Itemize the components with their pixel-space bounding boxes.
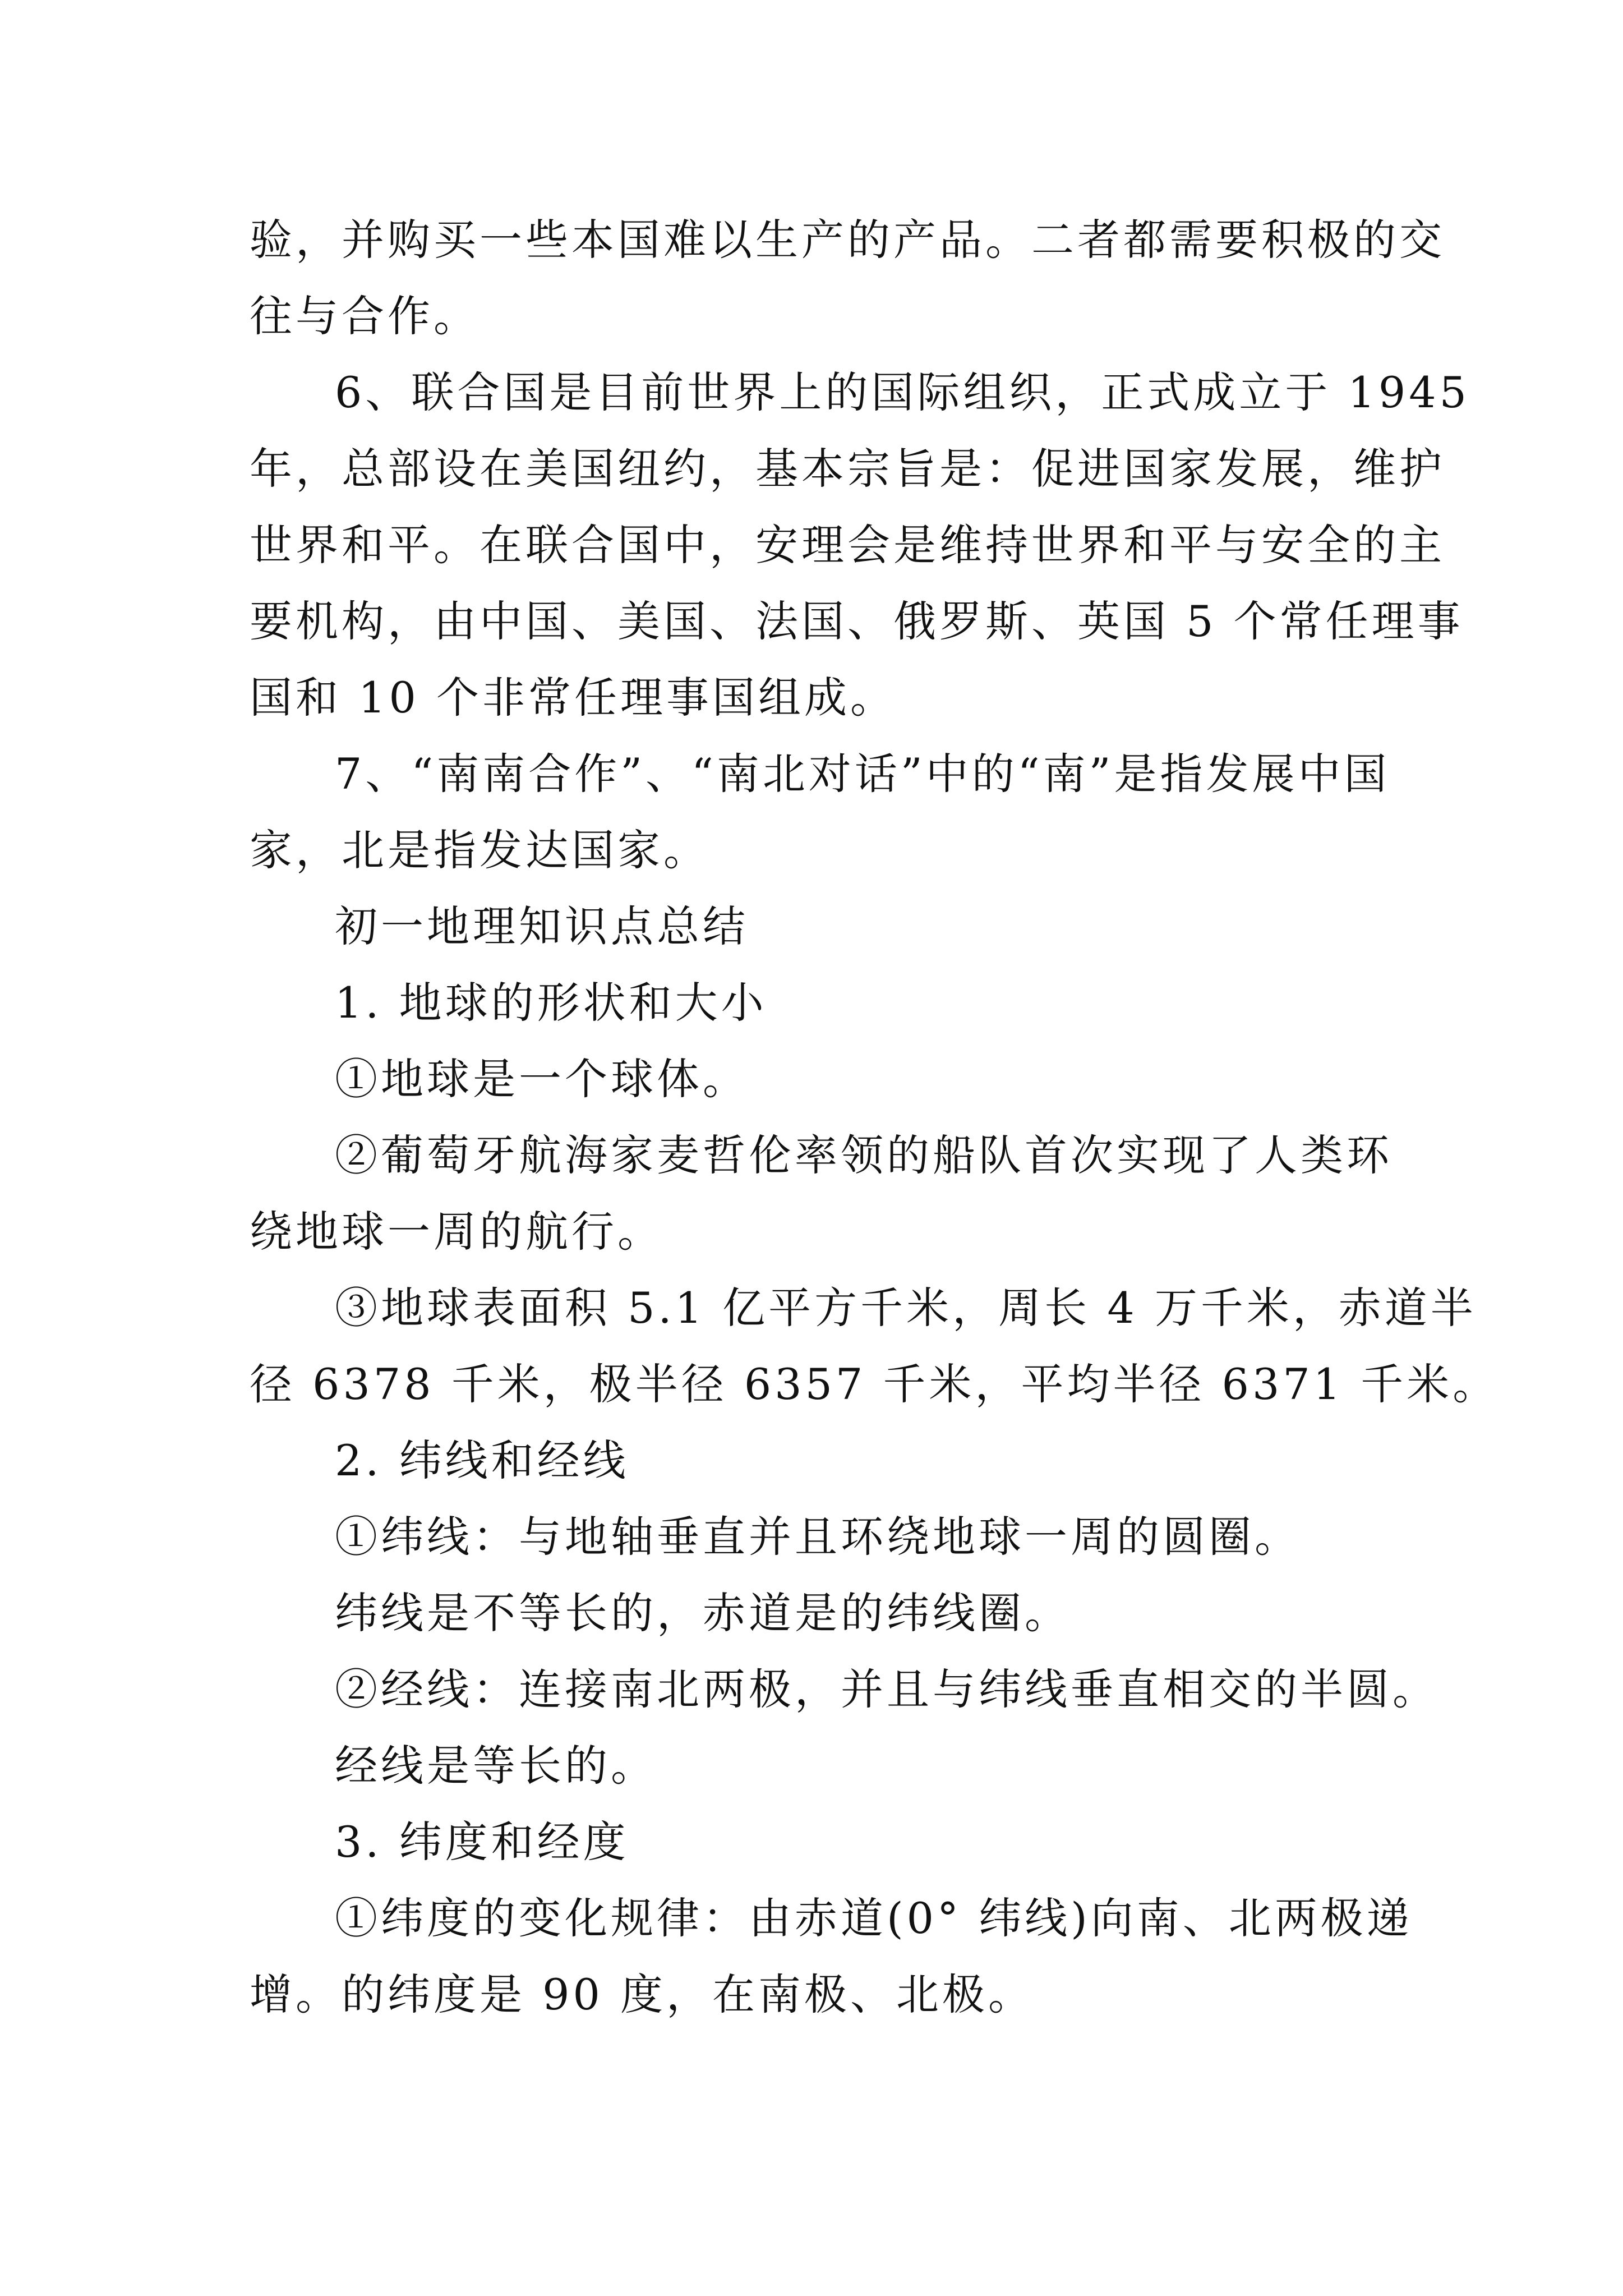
- text-line: 径 6378 千米，极半径 6357 千米，平均半径 6371 千米。: [250, 1359, 1499, 1409]
- text-line: 7、“南南合作”、“南北对话”中的“南”是指发展中国: [335, 749, 1390, 799]
- text-line: ②经线：连接南北两极，并且与纬线垂直相交的半圆。: [335, 1664, 1438, 1714]
- text-line: 世界和平。在联合国中，安理会是维持世界和平与安全的主: [250, 520, 1445, 570]
- text-line: 年，总部设在美国纽约，基本宗旨是：促进国家发展，维护: [250, 444, 1445, 494]
- text-line: 国和 10 个非常任理事国组成。: [250, 673, 897, 723]
- text-line: 家，北是指发达国家。: [250, 825, 709, 875]
- text-line: ①纬线：与地轴垂直并且环绕地球一周的圆圈。: [335, 1512, 1301, 1562]
- text-line: 纬线是不等长的，赤道是的纬线圈。: [335, 1588, 1071, 1638]
- text-line: 验，并购买一些本国难以生产的产品。二者都需要积极的交: [250, 215, 1445, 265]
- text-line: 增。的纬度是 90 度，在南极、北极。: [250, 1970, 1035, 2019]
- text-line: 经线是等长的。: [335, 1741, 657, 1791]
- text-line: 要机构，由中国、美国、法国、俄罗斯、英国 5 个常任理事: [250, 596, 1464, 646]
- subsection-heading: 3. 纬度和经度: [335, 1817, 629, 1867]
- text-line: ②葡萄牙航海家麦哲伦率领的船队首次实现了人类环: [335, 1130, 1393, 1180]
- document-body: [250, 202, 1499, 2033]
- text-line: 绕地球一周的航行。: [250, 1207, 663, 1257]
- section-heading: 初一地理知识点总结: [335, 901, 749, 951]
- text-line: ①地球是一个球体。: [335, 1054, 749, 1104]
- subsection-heading: 2. 纬线和经线: [335, 1435, 629, 1485]
- text-line: ①纬度的变化规律：由赤道(0° 纬线)向南、北两极递: [335, 1893, 1413, 1943]
- text-line: ③地球表面积 5.1 亿平方千米，周长 4 万千米，赤道半: [335, 1283, 1477, 1333]
- text-line: 6、联合国是目前世界上的国际组织，正式成立于 1945: [335, 367, 1470, 417]
- text-line: 往与合作。: [250, 291, 479, 341]
- subsection-heading: 1. 地球的形状和大小: [335, 978, 767, 1028]
